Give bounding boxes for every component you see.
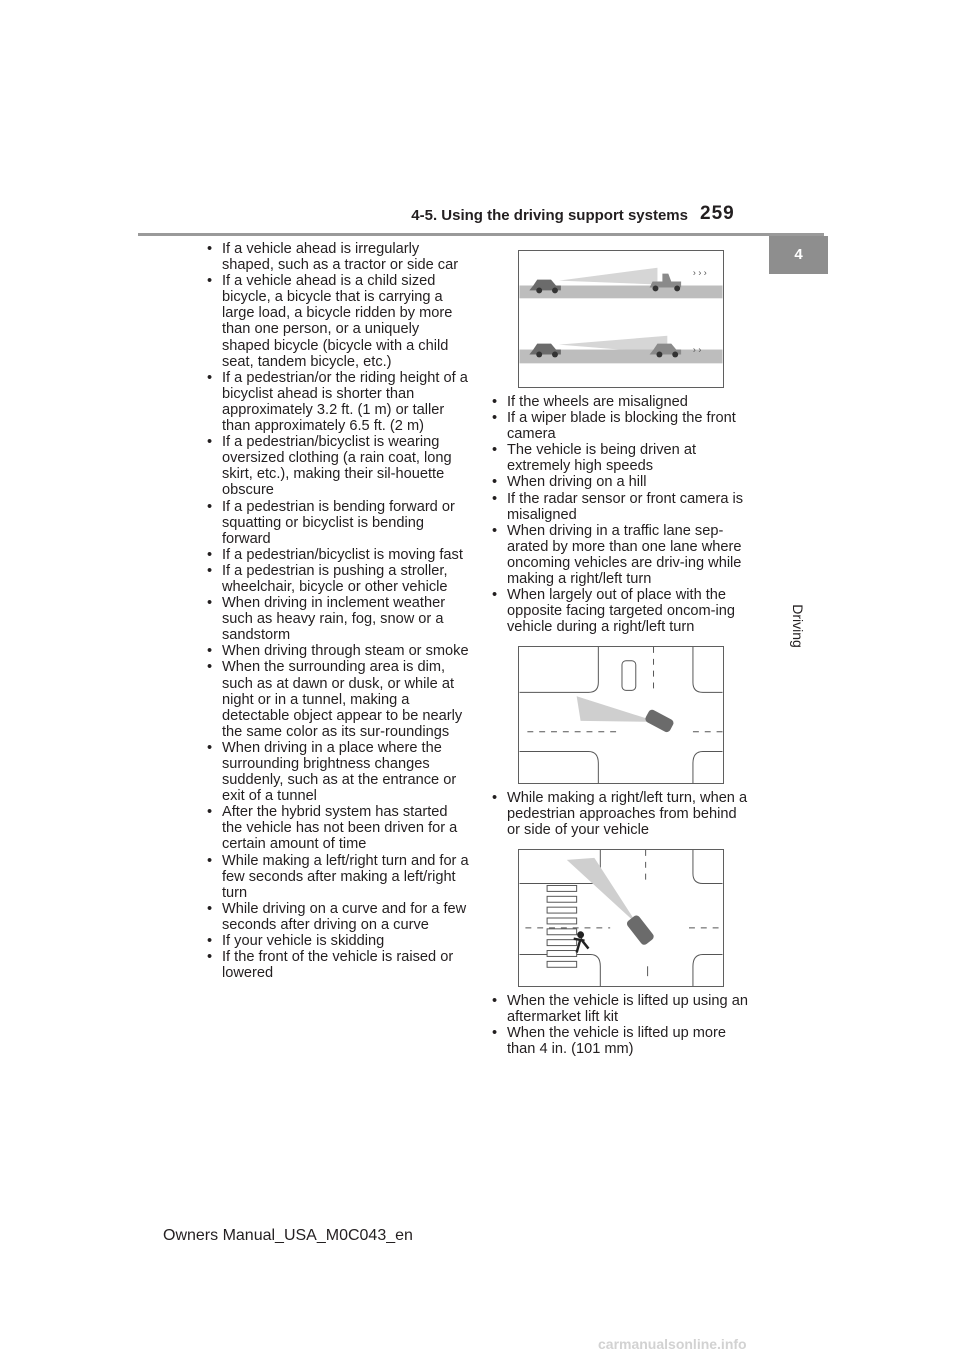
page-number: 259 <box>700 203 735 224</box>
bullet-item: • If a vehicle ahead is a child sized bicycle, a bicycle that is carrying a large load, a bicycle ridden by more than one person, or a uniquely shaped bicycle (bicycle with a child seat, tandem bicycle, etc.) <box>203 273 471 370</box>
bullet-item: • When driving in a traffic lane sep-arated by more than one lane where oncoming vehicles are driv-ing while making a right/left turn <box>488 523 752 587</box>
section-title: 4-5. Using the driving support systems <box>411 207 688 224</box>
bullet-item: • When the vehicle is lifted up more than 4 in. (101 mm) <box>488 1025 752 1057</box>
left-bullet-list <box>203 241 471 981</box>
bullet-item: • When the surrounding area is dim, such as at dawn or dusk, or while at night or in a tunnel, making a detectable object appear to be nearly the same color as its sur-roundings <box>203 659 471 739</box>
footer-manual-id: Owners Manual_USA_M0C043_en <box>163 1227 413 1244</box>
bullet-item: • When the vehicle is lifted up using an aftermarket lift kit <box>488 993 752 1025</box>
chapter-tab-label-text: Driving <box>789 604 806 648</box>
bullet-item: • If a pedestrian/bicyclist is wearing oversized clothing (a rain coat, long skirt, etc.), making their sil-houette obscure <box>203 434 471 498</box>
chapter-tab-number: 4 <box>769 236 828 274</box>
bullet-item: • When driving in a place where the surrounding brightness changes suddenly, such as at the entrance or exit of a tunnel <box>203 740 471 804</box>
bullet-item: • While driving on a curve and for a few seconds after driving on a curve <box>203 901 471 933</box>
chapter-tab-label <box>768 600 827 700</box>
figure-intersection-pedestrian <box>518 849 724 987</box>
bullet-item: • While making a right/left turn, when a pedestrian approaches from behind or side of your vehicle <box>488 790 752 838</box>
bullet-item: • When driving in inclement weather such as heavy rain, fog, snow or a sandstorm <box>203 595 471 643</box>
bullet-item: • If a pedestrian/bicyclist is moving fast <box>203 547 471 563</box>
bullet-item: • If a wiper blade is blocking the front camera <box>488 410 752 442</box>
svg-text:› ›: › › <box>692 344 702 355</box>
bullet-item: • If the radar sensor or front camera is misaligned <box>488 491 752 523</box>
bullet-item: • If your vehicle is skidding <box>203 933 471 949</box>
bullet-item: • If a pedestrian/or the riding height of a bicyclist ahead is shorter than approximately 3.2 ft. (1 m) or taller than approximately 6.5 ft. (2 m) <box>203 370 471 434</box>
figure-intersection-oncoming <box>518 646 724 784</box>
illustration-road-vehicles <box>519 251 723 387</box>
illustration-intersection-turn <box>519 647 723 783</box>
svg-text:› › ›: › › › <box>692 267 707 278</box>
bullet-item: • If the wheels are misaligned <box>488 394 752 410</box>
bullet-item: • If a pedestrian is pushing a stroller, wheelchair, bicycle or other vehicle <box>203 563 471 595</box>
header-divider <box>138 233 824 236</box>
bullet-item: • When driving on a hill <box>488 474 752 490</box>
bullet-item: • If a pedestrian is bending forward or squatting or bicyclist is bending forward <box>203 499 471 547</box>
bullet-item: • When driving through steam or smoke <box>203 643 471 659</box>
figure-irregular-vehicles <box>518 250 724 388</box>
right-bullet-list-1 <box>488 394 752 635</box>
right-bullet-list-3 <box>488 993 752 1057</box>
bullet-item: • While making a left/right turn and for a few seconds after making a left/right turn <box>203 853 471 901</box>
bullet-item: • The vehicle is being driven at extremely high speeds <box>488 442 752 474</box>
bullet-item: • If the front of the vehicle is raised or lowered <box>203 949 471 981</box>
watermark: carmanualsonline.info <box>598 1336 747 1352</box>
bullet-item: • If a vehicle ahead is irregularly shaped, such as a tractor or side car <box>203 241 471 273</box>
bullet-item: • After the hybrid system has started the vehicle has not been driven for a certain amount of time <box>203 804 471 852</box>
bullet-item: • When largely out of place with the opposite facing targeted oncom-ing vehicle during a right/left turn <box>488 587 752 635</box>
illustration-pedestrian-crossing <box>519 850 723 986</box>
right-bullet-list-2 <box>488 790 752 838</box>
